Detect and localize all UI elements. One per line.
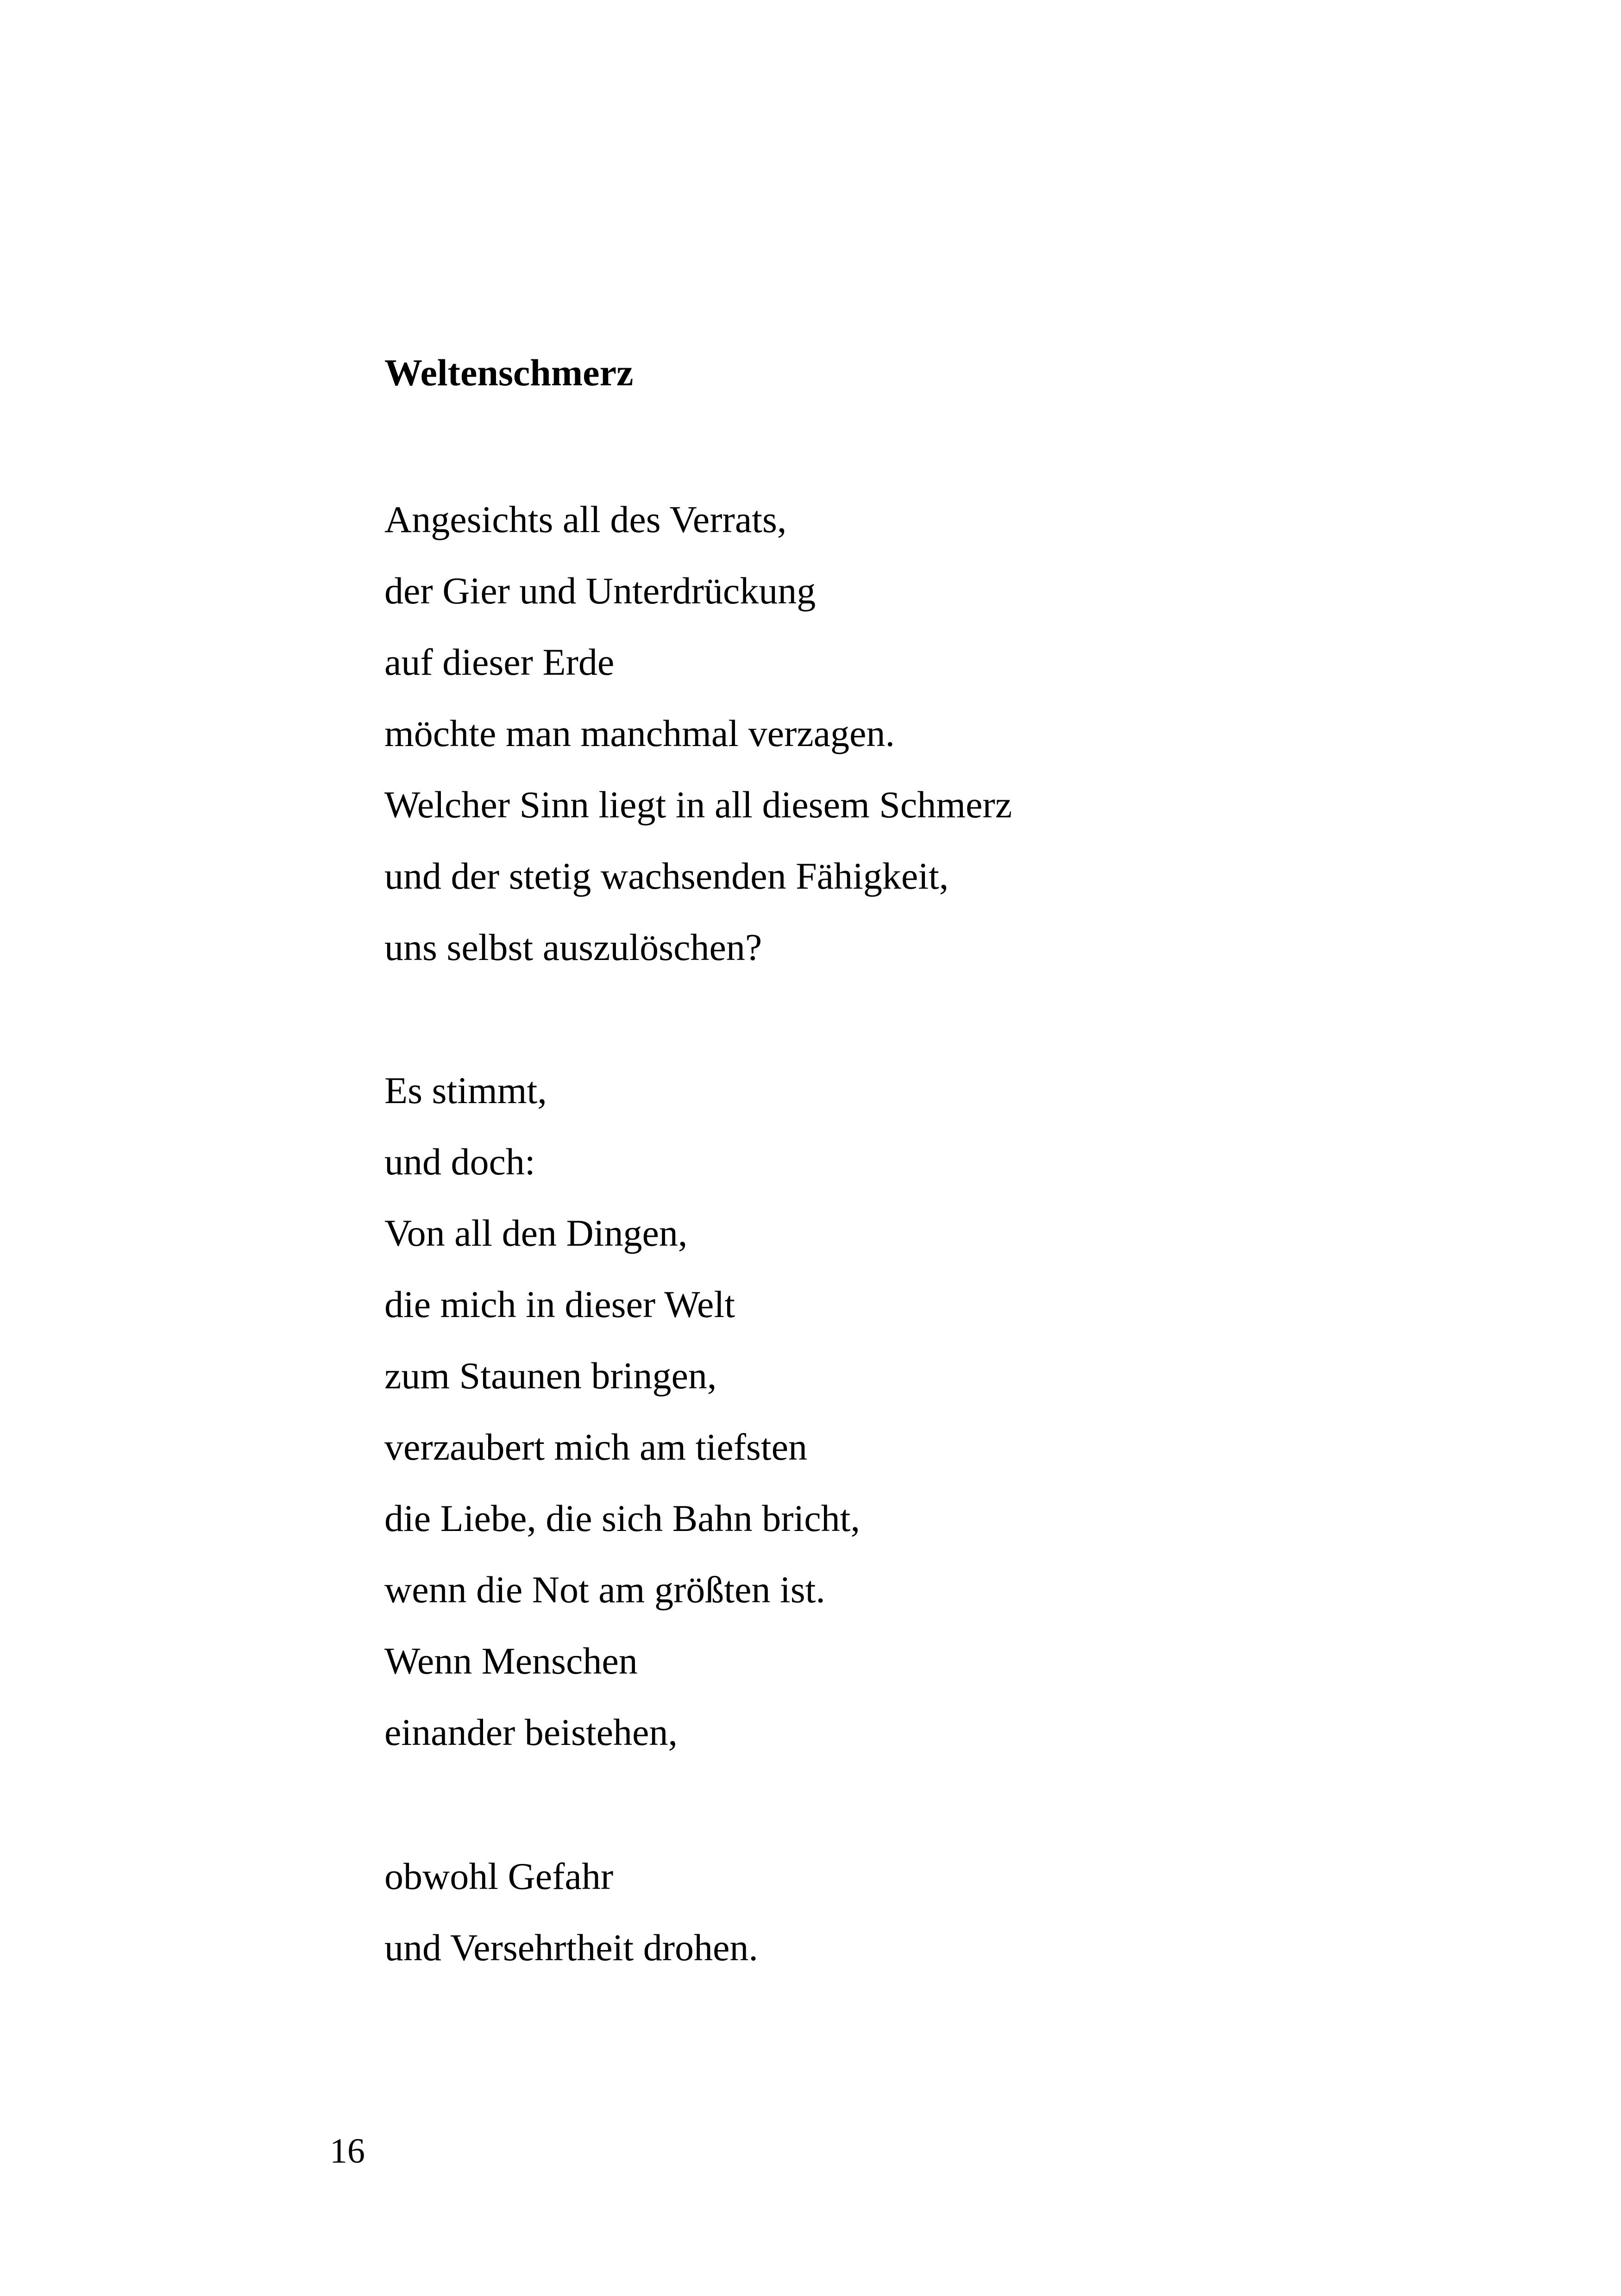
stanza-3 (384, 1841, 758, 1983)
poem-line: verzaubert mich am tiefsten (384, 1426, 807, 1468)
poem-line: zum Staunen bringen, (384, 1355, 717, 1397)
poem-line: der Gier und Unterdrückung (384, 570, 816, 612)
poem-line: Angesichts all des Verrats, (384, 498, 787, 540)
poem-line: wenn die Not am größten ist. (384, 1568, 825, 1611)
stanza-2 (384, 1055, 860, 1768)
stanza-1 (384, 484, 1012, 983)
poem-line: Wenn Menschen (384, 1640, 638, 1682)
page-number: 16 (330, 2132, 365, 2171)
poem (384, 345, 1496, 1969)
poem-line: Es stimmt, (384, 1069, 547, 1111)
poem-line: und der stetig wachsenden Fähigkeit, (384, 855, 949, 897)
poem-line: die Liebe, die sich Bahn bricht, (384, 1497, 860, 1539)
poem-line: Von all den Dingen, (384, 1212, 688, 1254)
poem-line: einander beistehen, (384, 1711, 678, 1753)
poem-line: und doch: (384, 1141, 535, 1183)
poem-line: uns selbst auszulöschen? (384, 926, 762, 968)
poem-line: obwohl Gefahr (384, 1855, 614, 1897)
poem-line: möchte man manchmal verzagen. (384, 712, 895, 754)
poem-line: und Versehrtheit drohen. (384, 1926, 758, 1969)
poem-line: auf dieser Erde (384, 641, 615, 683)
poem-line: Welcher Sinn liegt in all diesem Schmerz (384, 784, 1012, 826)
poem-title: Weltenschmerz (384, 351, 634, 394)
poem-line: die mich in dieser Welt (384, 1283, 735, 1325)
